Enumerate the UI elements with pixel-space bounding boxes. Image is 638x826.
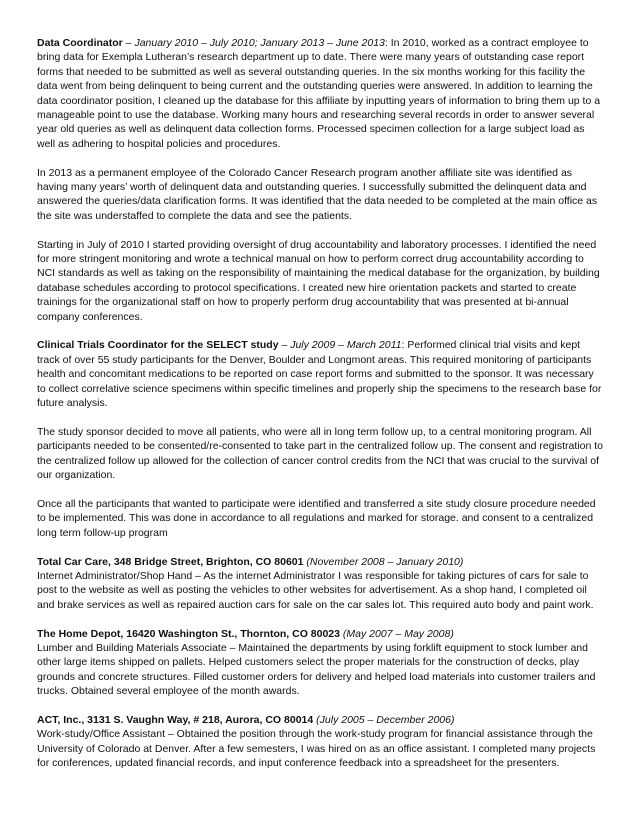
employer-header <box>37 627 603 641</box>
paragraph-text: : In 2010, worked as a contract employee to bring data for Exempla Lutheran’s research department up to date. There were many years of outstanding case report forms that needed to be submitted as well as several outstanding queries. In the six months working for this facility the data went from being delinquent to being current and the outstanding queries were answered. In addition to learning the data coordinator position, I cleaned up the database for this affiliate by inputting years of information to bring them up to a manageable point to use the database. Working many hours and researching several records in order to answer several year old queries as well as delinquent data collection forms. Processed specimen collection for a large subject load as well as adhering to hospital policies and procedures. <box>37 37 601 150</box>
paragraph-text: : Performed clinical trial visits and kept track of over 55 study participants for the Denver, Boulder and Longmont areas. This required monitoring of participants health and concomitant medications to be reported on case report forms and submitted to the sponsor. It was necessary to collect correlative science specimens within specific timelines and properly ship the specimens to the research base for future analysis. <box>37 339 602 410</box>
employer-header <box>37 713 603 727</box>
job-dates: July 2009 – March 2011 <box>290 339 402 352</box>
section-total-car-care <box>37 555 603 613</box>
job-title: Clinical Trials Coordinator for the SELECT study <box>37 339 279 352</box>
job-title: Data Coordinator <box>37 37 123 49</box>
paragraph-2013-affiliate <box>37 166 603 224</box>
employer-name: Total Car Care, 348 Bridge Street, Brighton, CO 80601 <box>37 555 304 568</box>
paragraph-study-sponsor <box>37 425 603 483</box>
paragraph-text: Work-study/Office Assistant – Obtained the position through the work-study program for financial assistance through the University of Colorado at Denver. After a few semesters, I was hired on as an office assistant. I completed many projects for conferences, updated financial records, and input conference feedback into a spreadsheet for the presenters. <box>37 728 596 770</box>
job-dates: January 2010 – July 2010; January 2013 – June 2013 <box>134 37 385 49</box>
employer-header <box>37 555 603 569</box>
employer-name: The Home Depot, 16420 Washington St., Thornton, CO 80023 <box>37 627 340 640</box>
section-clinical-trials-coordinator <box>37 338 603 410</box>
employer-name: ACT, Inc., 3131 S. Vaughn Way, # 218, Aurora, CO 80014 <box>37 713 314 726</box>
paragraph-2010-oversight <box>37 238 603 324</box>
section-home-depot <box>37 627 603 699</box>
paragraph-text: Starting in July of 2010 I started providing oversight of drug accountability and laboratory processes. I identified the need for more stringent monitoring and wrote a technical manual on how to perform correct drug accountability according to NCI standards as well as taking on the responsibility of maintaining the medical database for the organization, by building database schedules according to protocol specifications. I created new hire orientation packets and started to create trainings for the organizational staff on how to properly perform drug accountability that was presented at bi-annual company conferences. <box>37 238 600 323</box>
section-data-coordinator <box>37 36 603 151</box>
paragraph-text: Lumber and Building Materials Associate – Maintained the departments by using forklift equipment to stock lumber and other large items shipped on pallets. Helped customers select the proper materials for the construction of decks, play grounds and concrete structures. Filled customer orders for delivery and helped load materials into customer trailers and trucks. Obtained several employee of the month awards. <box>37 641 596 698</box>
paragraph-text: Internet Administrator/Shop Hand – As the internet Administrator I was responsible for taking pictures of cars for sale to post to the website as well as posting the vehicles to other websites for advertisement. As a shop hand, I completed oil and brake services as well as repaired auction cars for sale on the car sales lot. This required auto body and paint work. <box>37 569 594 611</box>
paragraph-text: Once all the participants that wanted to participate were identified and transferred a site study closure procedure needed to be implemented. This was done in accordance to all regulations and marked for storage. and consent to a centralized long term follow-up program <box>37 497 596 539</box>
job-dates: (November 2008 – January 2010) <box>306 555 464 568</box>
paragraph-text: The study sponsor decided to move all patients, who were all in long term follow up, to a central monitoring program. All participants needed to be consented/re-consented to take part in the centralized follow up. The consent and registration to the centralized follow up allowed for the collection of cancer control credits from the NCI that was crucial to the survival of our organization. <box>37 425 604 482</box>
paragraph-text: In 2013 as a permanent employee of the Colorado Cancer Research program another affiliate site was identified as having many years’ worth of delinquent data and outstanding queries. I successfully submitted the delinquent data and answered the queries/data clarification forms. It was identified that the data needed to be completed at the main office as the site was understaffed to complete the data and see the patients. <box>37 166 598 222</box>
job-dates: (July 2005 – December 2006) <box>316 713 455 726</box>
title-separator: – <box>278 339 291 352</box>
document-page <box>37 36 603 785</box>
job-dates: (May 2007 – May 2008) <box>342 627 454 640</box>
section-act-inc <box>37 713 603 771</box>
title-separator: – <box>122 37 135 49</box>
paragraph-site-closure <box>37 497 603 540</box>
